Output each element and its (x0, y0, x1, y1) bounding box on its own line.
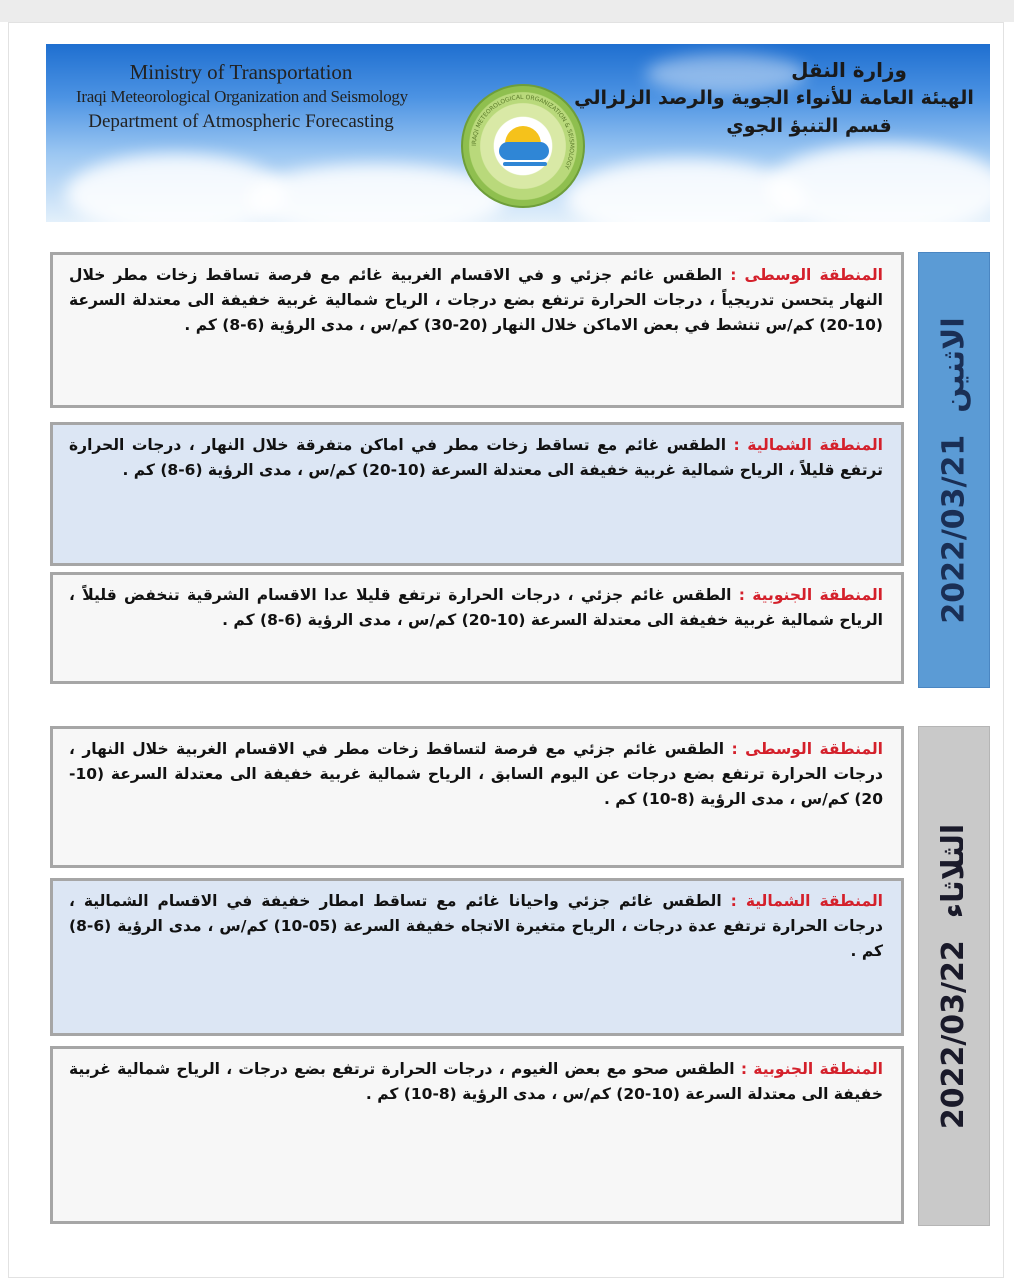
department-ar: قسم التنبؤ الجوي (726, 114, 892, 137)
header-english (76, 58, 406, 135)
top-strip (0, 0, 1014, 22)
day-date: 2022/03/22 (936, 939, 972, 1129)
day-label-bar (918, 252, 990, 688)
forecast-region-box (50, 252, 904, 408)
region-name: المنطقة الوسطى : (730, 266, 883, 284)
day-name: الاثنين (936, 316, 972, 413)
organization-ar: الهيئة العامة للأنواء الجوية والرصد الزلزالي (574, 87, 974, 109)
header-banner (46, 44, 990, 222)
forecast-text: الطقس غائم جزئي مع فرصة لتساقط زخات مطر في الاقسام الغربية خلال النهار ، درجات الحرارة ترتفع بضع درجات عن اليوم السابق ، الرياح شمالية غربية خفيفة الى معتدلة السرعة (10-20) كم/س ، مدى الرؤية (8-10) كم . (69, 740, 883, 808)
forecast-region-box (50, 878, 904, 1036)
header-arabic (564, 56, 984, 140)
forecast-text: الطقس صحو مع بعض الغيوم ، درجات الحرارة ترتفع بضع درجات ، الرياح شمالية غربية خفيفة الى معتدلة السرعة (10-20) كم/س ، مدى الرؤية (8-10) كم . (69, 1060, 883, 1103)
forecast-region-box (50, 726, 904, 868)
cloud-icon (499, 142, 549, 160)
forecast-text: الطقس غائم جزئي و في الاقسام الغربية غائم مع فرصة تساقط زخات مطر خلال النهار يتحسن تدريجياً ، درجات الحرارة ترتفع بضع درجات ، الرياح شمالية غربية خفيفة الى معتدلة السرعة (10-20) كم/س تنشط في بعض الاماكن خلال النهار (20-30) كم/س ، مدى الرؤية (6-8) كم . (69, 266, 883, 334)
cloud-decoration (766, 144, 990, 222)
region-name: المنطقة الشمالية : (730, 892, 883, 910)
forecast-region-box (50, 1046, 904, 1224)
department-en: Department of Atmospheric Forecasting (88, 111, 394, 133)
region-name: المنطقة الجنوبية : (740, 1060, 883, 1078)
svg-text:IRAQI METEOROLOGICAL ORGANIZAT: IRAQI METEOROLOGICAL ORGANIZATION & SEISMOLOGY (470, 93, 576, 170)
day-label-bar (918, 726, 990, 1226)
wave-icon (503, 162, 547, 166)
day-date: 2022/03/21 (936, 434, 972, 624)
forecast-region-box (50, 572, 904, 684)
organization-en: Iraqi Meteorological Organization and Seismology (76, 87, 408, 107)
region-name: المنطقة الشمالية : (733, 436, 883, 454)
forecast-text: الطقس غائم مع تساقط زخات مطر في اماكن متفرقة خلال النهار ، درجات الحرارة ترتفع قليلاً ، الرياح شمالية غربية خفيفة الى معتدلة السرعة (10-20) كم/س ، مدى الرؤية (6-8) كم . (69, 436, 883, 479)
forecast-region-box (50, 422, 904, 566)
ministry-ar: وزارة النقل (791, 58, 907, 82)
forecast-text: الطقس غائم جزئي ، درجات الحرارة ترتفع قليلا عدا الاقسام الشرقية تنخفض قليلاً ، الرياح شمالية غربية خفيفة الى معتدلة السرعة (10-20) كم/س ، مدى الرؤية (6-8) كم . (69, 586, 883, 629)
forecast-text: الطقس غائم جزئي واحيانا غائم مع تساقط امطار خفيفة في الاقسام الشمالية ، درجات الحرارة ترتفع عدة درجات ، الرياح متغيرة الاتجاه خفيفة السرعة (05-10) كم/س ، مدى الرؤية (6-8) كم . (69, 892, 883, 960)
region-name: المنطقة الوسطى : (731, 740, 883, 758)
ministry-en: Ministry of Transportation (129, 60, 353, 84)
region-name: المنطقة الجنوبية : (738, 586, 883, 604)
day-name: الثلاثاء (936, 823, 972, 918)
